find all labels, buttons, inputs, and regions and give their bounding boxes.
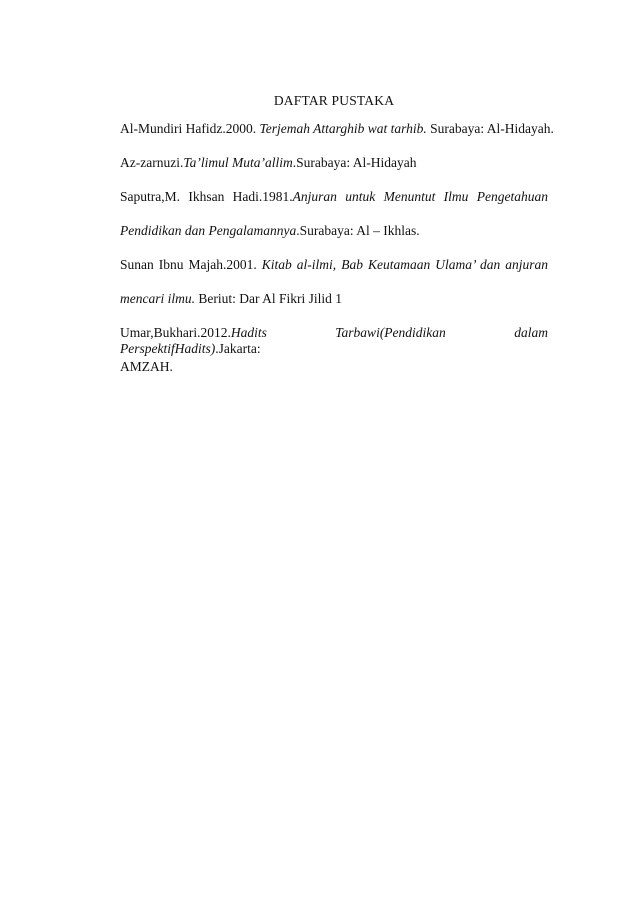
- reference-text: AMZAH.: [120, 359, 173, 374]
- reference-title-text: Hadits Tarbawi(Pendidikan dalam PerspektifHadits): [120, 325, 548, 356]
- reference-line: [120, 189, 548, 205]
- reference-line: [120, 223, 548, 239]
- reference-entry: [120, 325, 548, 375]
- reference-title-text: Pendidikan dan Pengalamannya: [120, 223, 297, 238]
- reference-text: Al-Mundiri Hafidz.2000.: [120, 121, 260, 136]
- page-title: DAFTAR PUSTAKA: [273, 93, 395, 108]
- reference-line: [120, 155, 548, 171]
- reference-entry: [120, 155, 548, 171]
- reference-entry: [120, 257, 548, 307]
- reference-entry: [120, 121, 554, 137]
- reference-title-text: Kitab al-ilmi, Bab Keutamaan Ulama’ dan anjuran: [261, 257, 548, 272]
- reference-title-text: mencari ilmu.: [120, 291, 195, 306]
- reference-text: .Surabaya: Al-Hidayah: [292, 155, 417, 170]
- reference-text: Beriut: Dar Al Fikri Jilid 1: [195, 291, 342, 306]
- reference-line: [120, 257, 548, 273]
- reference-list: [120, 121, 554, 393]
- reference-title-text: Ta’limul Muta’allim: [183, 155, 293, 170]
- reference-line: [120, 291, 548, 307]
- reference-text: Saputra,M. Ikhsan Hadi.1981.: [120, 189, 293, 204]
- reference-text: Az-zarnuzi.: [120, 155, 184, 170]
- reference-text: Surabaya: Al-Hidayah.: [426, 121, 554, 136]
- reference-title-text: Anjuran untuk Menuntut Ilmu Pengetahuan: [292, 189, 548, 204]
- reference-text: .Surabaya: Al – Ikhlas.: [296, 223, 420, 238]
- reference-text: Sunan Ibnu Majah.2001.: [120, 257, 262, 272]
- reference-text: Umar,Bukhari.2012.: [120, 325, 231, 340]
- reference-line: [120, 325, 548, 356]
- reference-line: [120, 121, 554, 137]
- reference-text: .Jakarta:: [215, 341, 261, 356]
- reference-title-text: Terjemah Attarghib wat tarhib.: [259, 121, 427, 136]
- reference-line: [120, 359, 548, 375]
- reference-entry: [120, 189, 548, 239]
